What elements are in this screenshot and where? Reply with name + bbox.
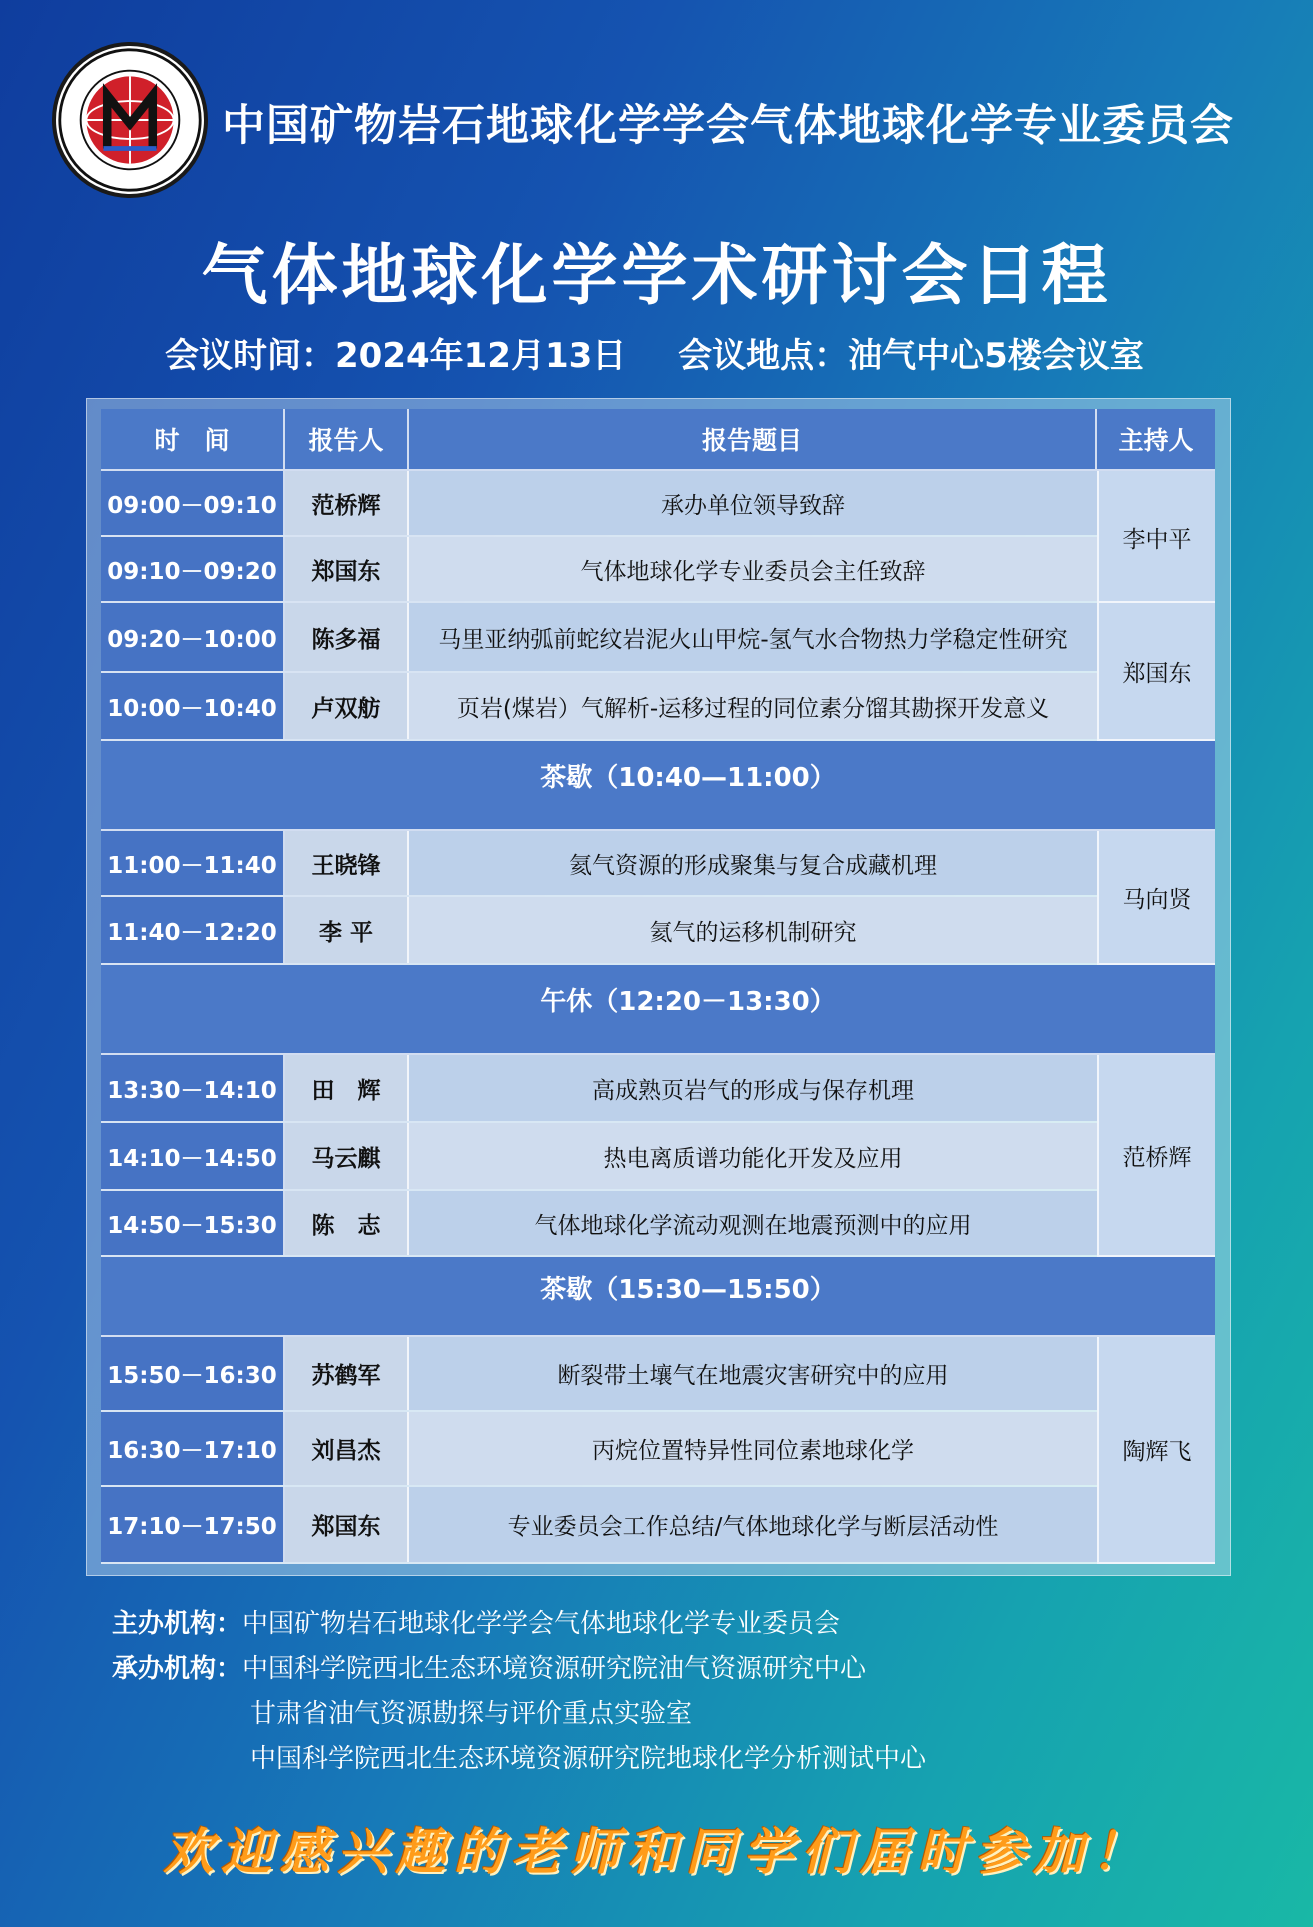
organizer-label: 主办机构： xyxy=(112,1609,243,1639)
host-cell: 郑国东 xyxy=(1097,603,1215,741)
row-speaker: 李 平 xyxy=(285,897,409,963)
row-time: 15:50－16:30 xyxy=(101,1337,285,1410)
header-topic: 报告题目 xyxy=(409,409,1097,469)
row-time: 09:20－10:00 xyxy=(101,603,285,671)
table-row xyxy=(101,1337,1215,1412)
table-row xyxy=(101,673,1215,741)
session-block xyxy=(101,831,1215,965)
host-cell: 李中平 xyxy=(1097,471,1215,603)
session-block xyxy=(101,471,1215,603)
page-title: 气体地球化学学术研讨会日程 xyxy=(201,237,1112,314)
table-row xyxy=(101,831,1215,897)
session-block xyxy=(101,1055,1215,1257)
row-topic: 氦气的运移机制研究 xyxy=(409,897,1097,963)
organizer-name: 中国矿物岩石地球化学学会气体地球化学专业委员会 xyxy=(242,1609,841,1639)
row-time: 11:00－11:40 xyxy=(101,831,285,895)
row-topic: 断裂带土壤气在地震灾害研究中的应用 xyxy=(409,1337,1097,1410)
break-row xyxy=(101,1257,1215,1337)
table-row xyxy=(101,1412,1215,1487)
row-time: 14:10－14:50 xyxy=(101,1123,285,1189)
row-speaker: 刘昌杰 xyxy=(285,1412,409,1485)
meeting-date: 会议时间：2024年12月13日 xyxy=(165,336,627,376)
society-logo xyxy=(52,42,208,198)
schedule-panel xyxy=(86,398,1231,1576)
break-row xyxy=(101,741,1215,831)
row-time: 11:40－12:20 xyxy=(101,897,285,963)
table-row xyxy=(101,897,1215,965)
row-topic: 气体地球化学专业委员会主任致辞 xyxy=(409,537,1097,601)
row-topic: 热电离质谱功能化开发及应用 xyxy=(409,1123,1097,1189)
row-speaker: 苏鹤军 xyxy=(285,1337,409,1410)
row-speaker: 马云麒 xyxy=(285,1123,409,1189)
row-time: 13:30－14:10 xyxy=(101,1055,285,1121)
break-label: 茶歇（15:30—15:50） xyxy=(540,1275,836,1305)
row-speaker: 卢双舫 xyxy=(285,673,409,739)
table-row xyxy=(101,603,1215,673)
row-speaker: 郑国东 xyxy=(285,1487,409,1562)
header-speaker: 报告人 xyxy=(285,409,409,469)
row-speaker: 田 辉 xyxy=(285,1055,409,1121)
row-speaker: 陈 志 xyxy=(285,1191,409,1255)
row-topic: 丙烷位置特异性同位素地球化学 xyxy=(409,1412,1097,1485)
row-topic: 专业委员会工作总结/气体地球化学与断层活动性 xyxy=(409,1487,1097,1562)
session-block xyxy=(101,1337,1215,1564)
session-block xyxy=(101,603,1215,741)
row-speaker: 范桥辉 xyxy=(285,471,409,535)
row-topic: 高成熟页岩气的形成与保存机理 xyxy=(409,1055,1097,1121)
schedule-table xyxy=(101,409,1215,1564)
row-topic: 气体地球化学流动观测在地震预测中的应用 xyxy=(409,1191,1097,1255)
table-header-row xyxy=(101,409,1215,471)
row-topic: 页岩(煤岩）气解析-运移过程的同位素分馏其勘探开发意义 xyxy=(409,673,1097,739)
row-speaker: 王晓锋 xyxy=(285,831,409,895)
table-row xyxy=(101,537,1215,603)
row-topic: 马里亚纳弧前蛇纹岩泥火山甲烷-氢气水合物热力学稳定性研究 xyxy=(409,603,1097,671)
table-row xyxy=(101,1191,1215,1257)
row-speaker: 郑国东 xyxy=(285,537,409,601)
row-time: 14:50－15:30 xyxy=(101,1191,285,1255)
organization-title: 中国矿物岩石地球化学学会气体地球化学专业委员会 xyxy=(222,101,1234,151)
header-host: 主持人 xyxy=(1118,426,1194,455)
header-time: 时 间 xyxy=(101,409,285,469)
host-org-label: 承办机构： xyxy=(112,1654,243,1684)
row-time: 10:00－10:40 xyxy=(101,673,285,739)
row-topic: 承办单位领导致辞 xyxy=(409,471,1097,535)
host-cell: 陶辉飞 xyxy=(1097,1337,1215,1564)
table-row xyxy=(101,1487,1215,1564)
meeting-venue: 会议地点：油气中心5楼会议室 xyxy=(678,336,1144,376)
host-org-line: 中国科学院西北生态环境资源研究院地球化学分析测试中心 xyxy=(250,1744,927,1774)
society-logo-emblem xyxy=(56,46,204,194)
table-row xyxy=(101,471,1215,537)
meeting-info xyxy=(165,328,1184,377)
row-time: 17:10－17:50 xyxy=(101,1487,285,1562)
row-time: 16:30－17:10 xyxy=(101,1412,285,1485)
row-speaker: 陈多福 xyxy=(285,603,409,671)
host-cell: 范桥辉 xyxy=(1097,1055,1215,1257)
row-topic: 氦气资源的形成聚集与复合成藏机理 xyxy=(409,831,1097,895)
host-org-line: 甘肃省油气资源勘探与评价重点实验室 xyxy=(250,1699,693,1729)
row-time: 09:00－09:10 xyxy=(101,471,285,535)
break-label: 午休（12:20－13:30） xyxy=(540,987,836,1017)
host-cell: 马向贤 xyxy=(1097,831,1215,965)
welcome-message: 欢迎感兴趣的老师和同学们届时参加！ xyxy=(163,1822,1150,1881)
table-row xyxy=(101,1055,1215,1123)
row-time: 09:10－09:20 xyxy=(101,537,285,601)
break-row xyxy=(101,965,1215,1055)
host-org-line xyxy=(112,1648,866,1685)
organizer-line xyxy=(112,1603,840,1640)
host-org-name: 中国科学院西北生态环境资源研究院油气资源研究中心 xyxy=(242,1654,867,1684)
table-row xyxy=(101,1123,1215,1191)
break-label: 茶歇（10:40—11:00） xyxy=(540,763,836,793)
